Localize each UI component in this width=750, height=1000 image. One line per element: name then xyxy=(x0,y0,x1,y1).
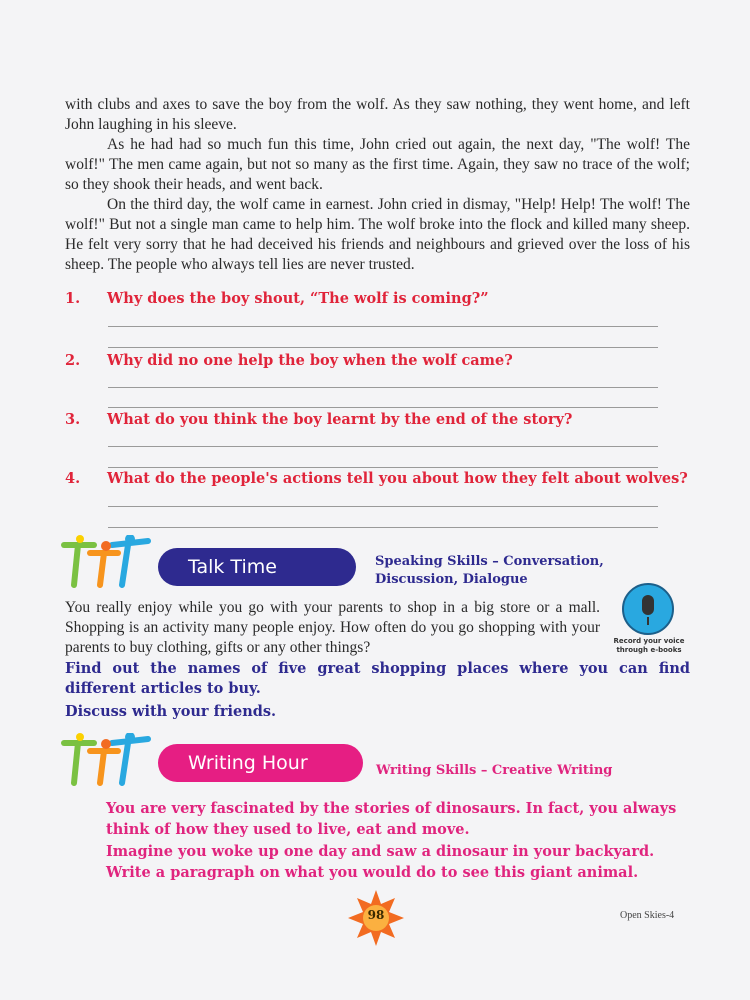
children-group-icon xyxy=(60,535,155,590)
writing-hour-banner: Writing Hour xyxy=(158,744,363,782)
story-paragraph: As he had had so much fun this time, John cried out again, the next day, "The wolf! The wolf!" The men came again, but not so many as the first time. Again, they saw no trace of the wolf; so they shook their heads, and went back. xyxy=(65,136,690,193)
writing-prompt-task: Imagine you woke up one day and saw a dinosaur in your backyard. Write a paragraph on what you would do to see this giant animal. xyxy=(106,843,655,881)
talk-time-task: Find out the names of five great shopping places where you can find different articles to buy. xyxy=(65,660,690,697)
talk-time-discuss: Discuss with your friends. xyxy=(65,703,277,720)
answer-line xyxy=(108,387,658,388)
record-voice-label: Record your voice through e-books xyxy=(613,637,685,654)
question-3 xyxy=(65,411,705,428)
answer-line xyxy=(108,467,658,468)
question-text: Why does the boy shout, “The wolf is coming?” xyxy=(107,290,489,307)
answer-line xyxy=(108,527,658,528)
question-number: 3. xyxy=(65,411,81,428)
question-2 xyxy=(65,352,705,369)
answer-line xyxy=(108,326,658,327)
answer-line xyxy=(108,446,658,447)
talk-time-skill: Speaking Skills – Conversation, Discussion, Dialogue xyxy=(375,554,604,587)
story-paragraph: On the third day, the wolf came in earnest. John cried in dismay, "Help! Help! The wolf! The wolf!" But not a single man came to help him. The wolf broke into the flock and killed many sheep. He felt very sorry that he had deceived his friends and neighbours and grieved over the loss of his sheep. The people who always tell lies are never trusted. xyxy=(65,196,690,273)
answer-line xyxy=(108,506,658,507)
book-title: Open Skies-4 xyxy=(620,910,675,921)
talk-time-paragraph: You really enjoy while you go with your parents to shop in a big store or a mall. Shopping is an activity many people enjoy. How often do you go shopping with your parents to buy clothing, gifts or any other things? xyxy=(65,599,600,656)
question-1 xyxy=(65,290,705,307)
question-number: 4. xyxy=(65,470,81,487)
writing-prompt-intro: You are very fascinated by the stories of dinosaurs. In fact, you always think of how they used to live, eat and move. xyxy=(106,800,677,838)
answer-line xyxy=(108,407,658,408)
question-text: What do you think the boy learnt by the end of the story? xyxy=(107,411,573,428)
question-text: What do the people's actions tell you about how they felt about wolves? xyxy=(107,470,688,487)
question-4 xyxy=(65,470,705,487)
microphone-icon[interactable] xyxy=(622,583,674,635)
story-text xyxy=(65,95,690,275)
page-number: 98 xyxy=(367,908,385,922)
question-text: Why did no one help the boy when the wolf came? xyxy=(107,352,513,369)
writing-hour-skill: Writing Skills – Creative Writing xyxy=(376,763,613,778)
story-paragraph: with clubs and axes to save the boy from the wolf. As they saw nothing, they went home, and left John laughing in his sleeve. xyxy=(65,96,690,133)
talk-time-banner: Talk Time xyxy=(158,548,356,586)
answer-line xyxy=(108,347,658,348)
question-number: 2. xyxy=(65,352,81,369)
question-number: 1. xyxy=(65,290,81,307)
children-group-icon xyxy=(60,733,155,788)
